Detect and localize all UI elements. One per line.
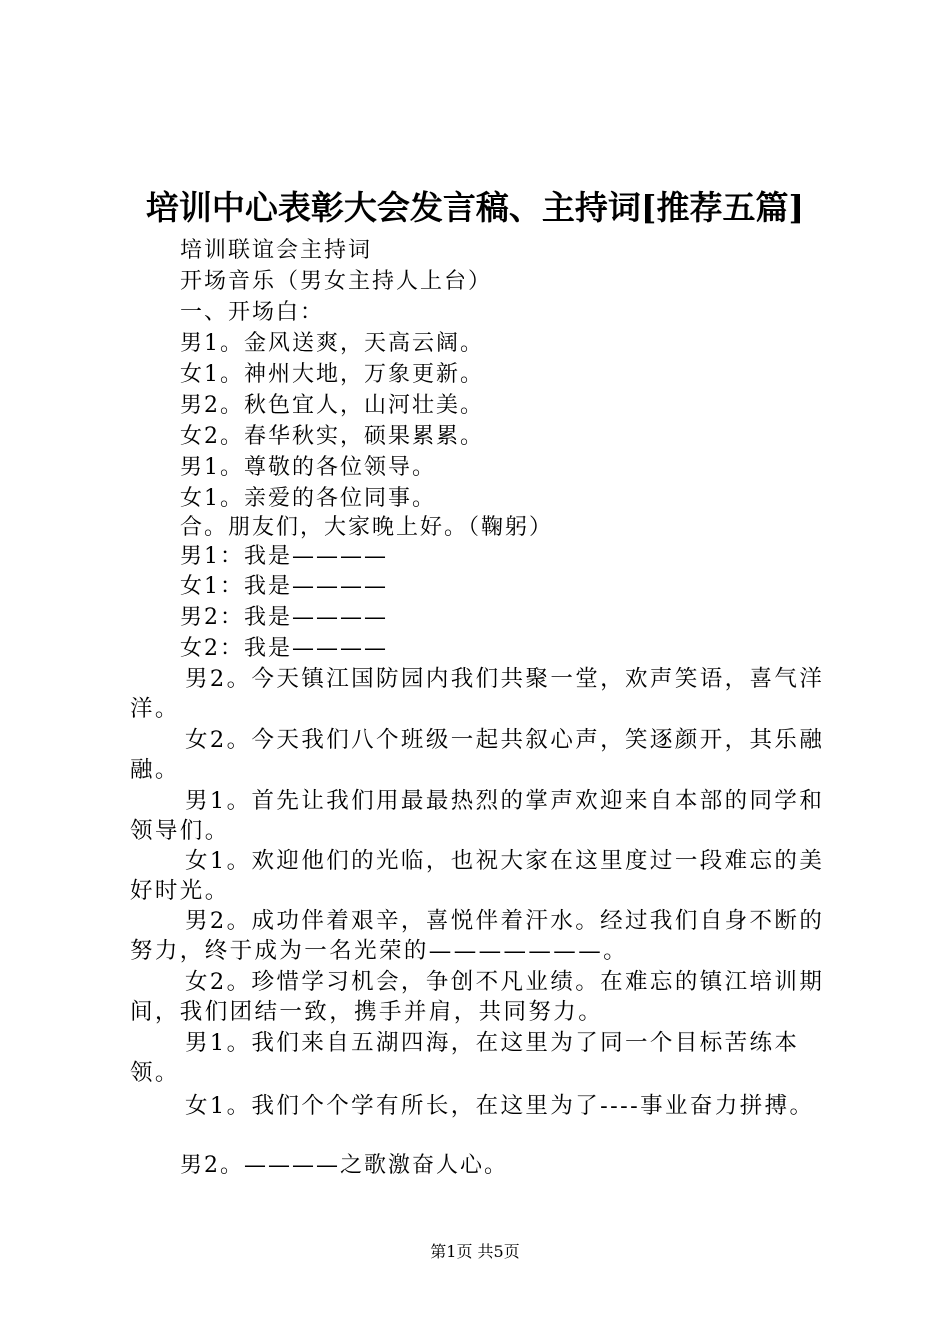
text-line: 开场音乐（男女主持人上台） xyxy=(180,269,493,294)
paragraph: 女1。我们个个学有所长，在这里为了----事业奋力拼搏。 xyxy=(185,1093,815,1119)
text-line: 女1。亲爱的各位同事。 xyxy=(180,486,436,511)
document-title: 培训中心表彰大会发言稿、主持词[推荐五篇] xyxy=(145,188,805,227)
paragraph: 男1。首先让我们用最最热烈的掌声欢迎来自本部的同学和领导们。 xyxy=(130,788,825,844)
text-line: 一、开场白： xyxy=(180,300,325,325)
paragraph: 男2。今天镇江国防园内我们共聚一堂，欢声笑语，喜气洋洋。 xyxy=(130,666,825,722)
paragraph: 男1。我们来自五湖四海，在这里为了同一个目标苦练本领。 xyxy=(130,1030,800,1086)
text-line: 女1。神州大地，万象更新。 xyxy=(180,362,484,387)
text-line: 合。朋友们，大家晚上好。（鞠躬） xyxy=(180,515,554,540)
text-line: 男1。尊敬的各位领导。 xyxy=(180,455,436,480)
text-line: 培训联谊会主持词 xyxy=(180,238,373,263)
text-line: 男1：我是———— xyxy=(180,544,388,569)
text-line: 女1：我是———— xyxy=(180,574,388,599)
paragraph: 女1。欢迎他们的光临，也祝大家在这里度过一段难忘的美好时光。 xyxy=(130,848,825,904)
paragraph: 男2。成功伴着艰辛，喜悦伴着汗水。经过我们自身不断的努力，终于成为一名光荣的———————。 xyxy=(130,908,825,964)
text-line: 男2。————之歌激奋人心。 xyxy=(180,1153,508,1178)
paragraph: 女2。今天我们八个班级一起共叙心声，笑逐颜开，其乐融融。 xyxy=(130,727,825,783)
page-number: 第1页 共5页 xyxy=(430,1242,520,1261)
text-line: 男1。金风送爽，天高云阔。 xyxy=(180,331,484,356)
text-line: 男2：我是———— xyxy=(180,605,388,630)
text-line: 女2：我是———— xyxy=(180,636,388,661)
paragraph: 女2。珍惜学习机会，争创不凡业绩。在难忘的镇江培训期间，我们团结一致，携手并肩，共同努力。 xyxy=(130,969,825,1025)
text-line: 男2。秋色宜人，山河壮美。 xyxy=(180,393,484,418)
text-line: 女2。春华秋实，硕果累累。 xyxy=(180,424,484,449)
